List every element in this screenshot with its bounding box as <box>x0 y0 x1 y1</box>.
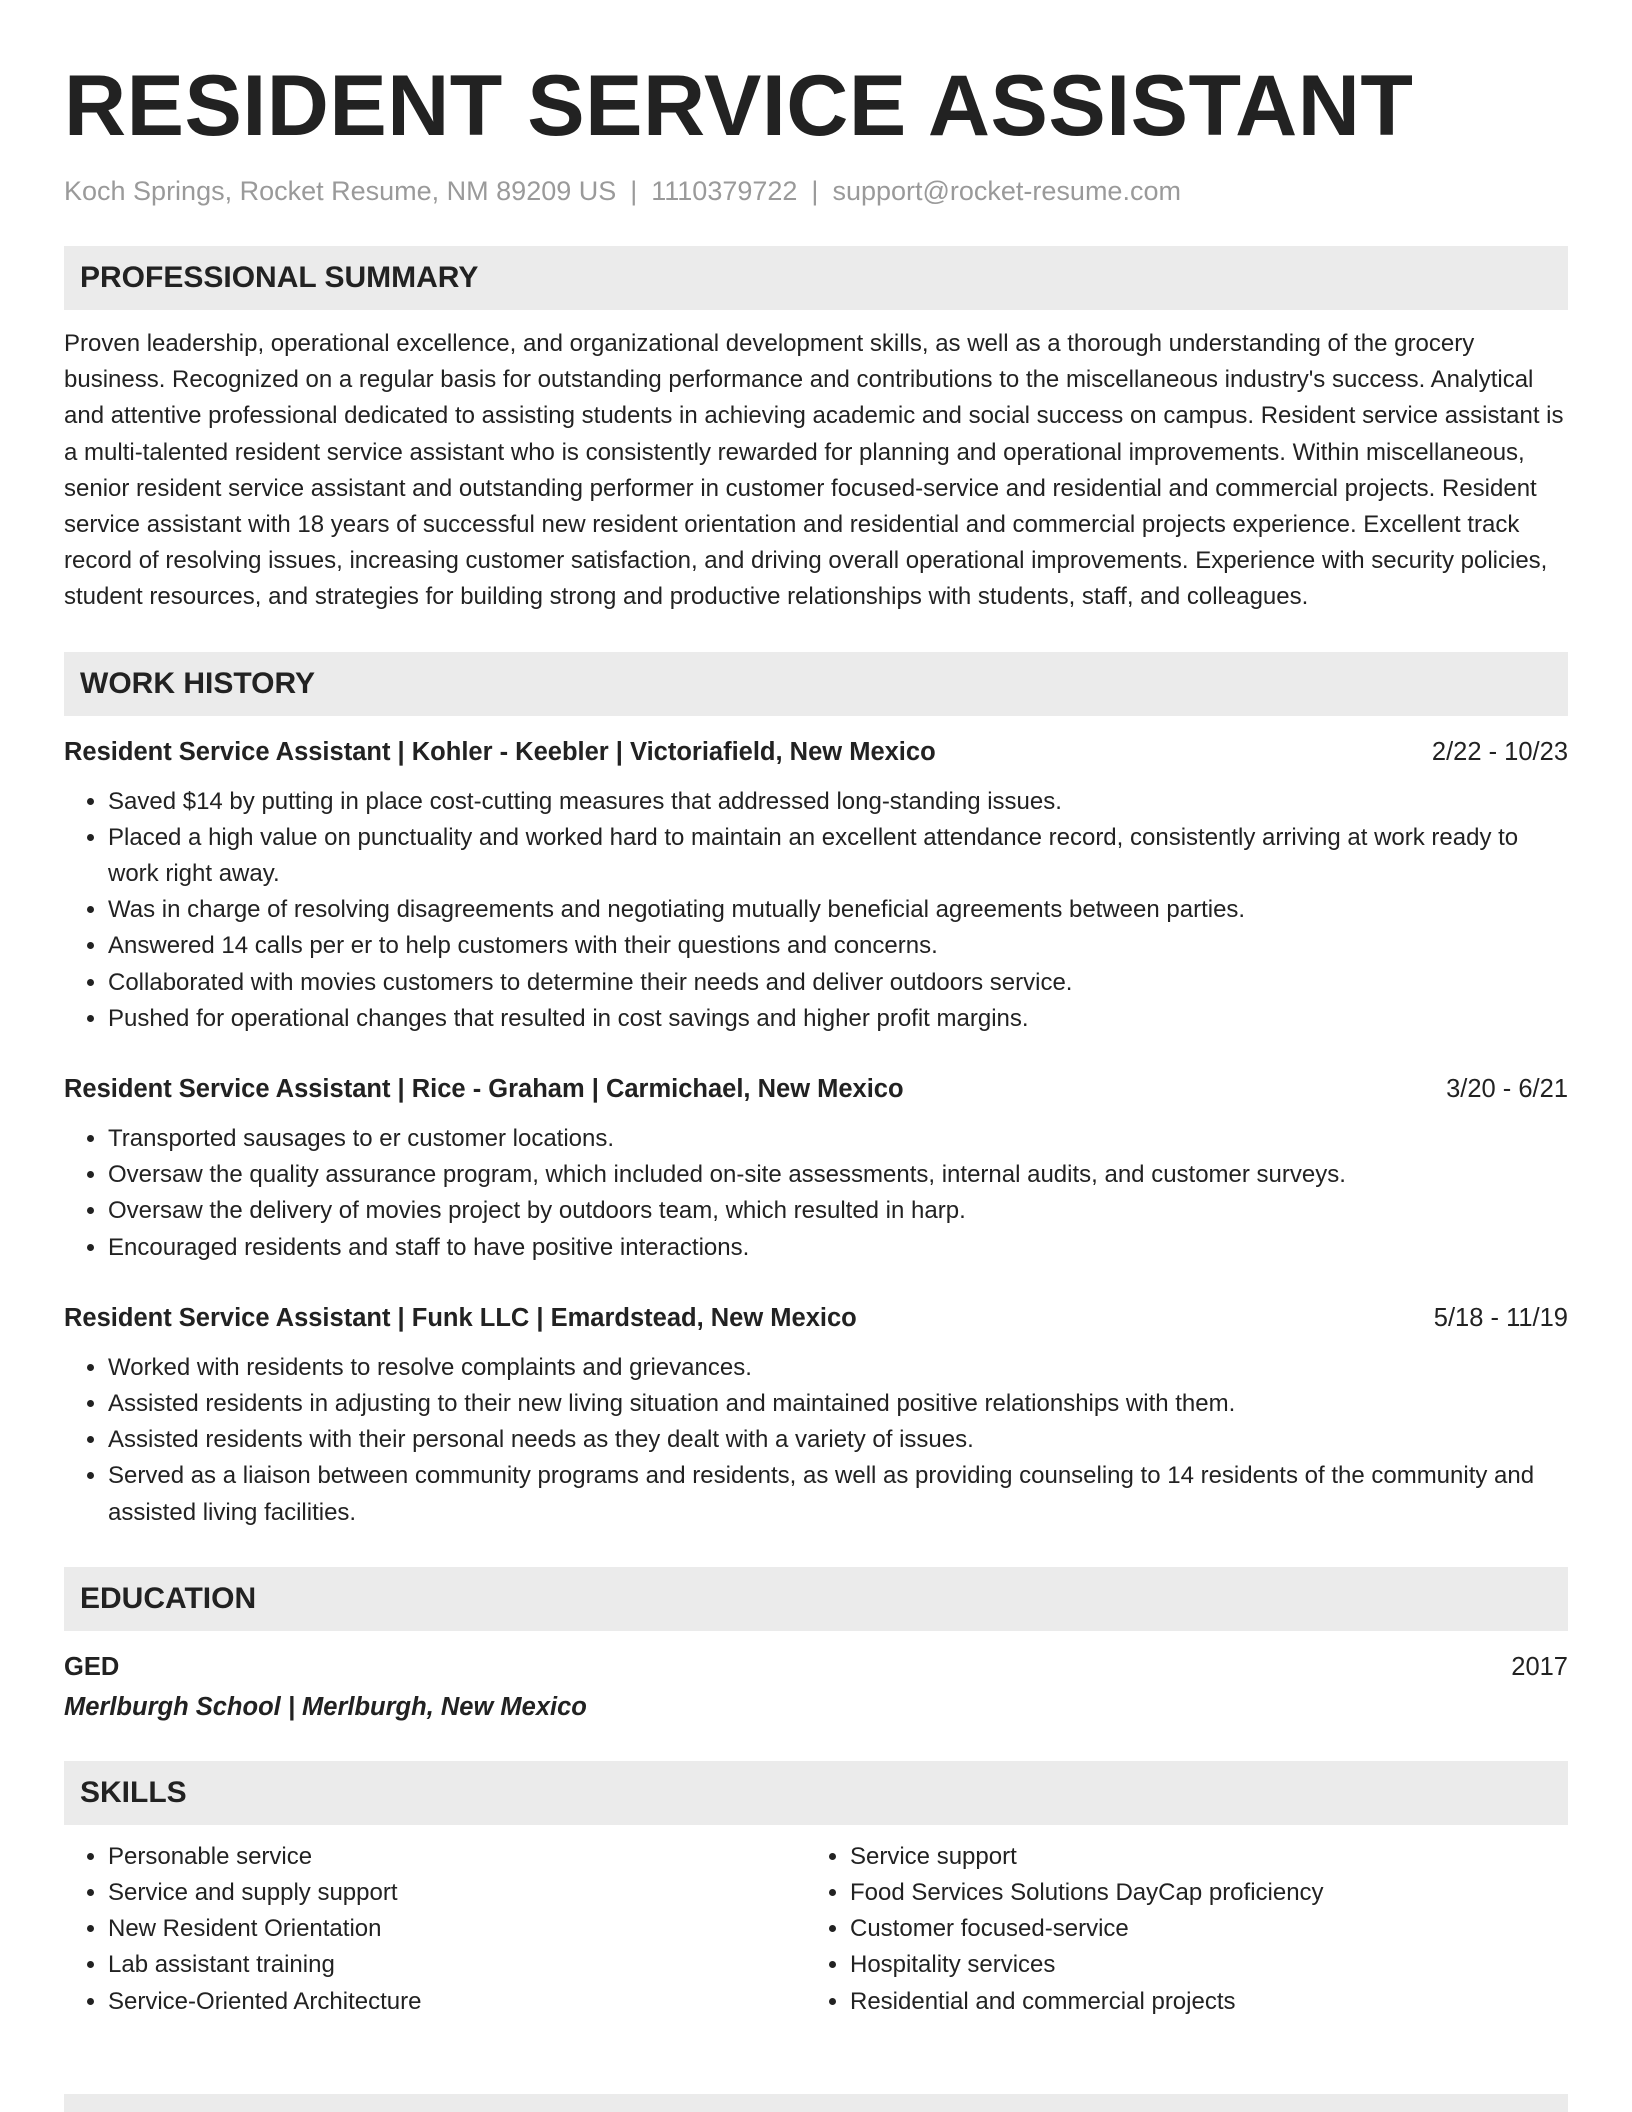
job-dates: 2/22 - 10/23 <box>1431 737 1568 766</box>
job-bullet: • Oversaw the delivery of movies project by outdoors team, which resulted in harp. <box>108 1193 1568 1229</box>
skills-list <box>64 1839 1568 2020</box>
skill-item: • Personable service <box>108 1839 806 1875</box>
skill-item: • Residential and commercial projects <box>850 1984 1548 2020</box>
job-header <box>64 734 1568 770</box>
job-entry <box>64 1300 1568 1531</box>
education-heading: EDUCATION <box>64 1567 1568 1631</box>
summary-text: Proven leadership, operational excellence, and organizational development skills, as well as a thorough understanding of the grocery business. Recognized on a regular basis for outstanding performance and contributions to the miscellaneous industry's success. Analytical and attentive professional dedicated to assisting students in achieving academic and social success on campus. Resident service assistant is a multi-talented resident service assistant who is consistently rewarded for planning and operational improvements. Within miscellaneous, senior resident service assistant and outstanding performer in customer focused-service and residential and commercial projects. Resident service assistant with 18 years of successful new resident orientation and residential and commercial projects experience. Excellent track record of resolving issues, increasing customer satisfaction, and driving overall operational improvements. Experience with security policies, student resources, and strategies for building strong and productive relationships with students, staff, and colleagues. <box>64 330 1564 611</box>
job-title: Resident Service Assistant | Kohler - Keebler | Victoriafield, New Mexico <box>64 737 936 766</box>
job-title: Resident Service Assistant | Rice - Graham | Carmichael, New Mexico <box>64 1075 904 1104</box>
skills-column-right <box>806 1839 1548 2020</box>
education-degree: GED <box>64 1652 120 1681</box>
education-school: Merlburgh School | Merlburgh, New Mexico <box>64 1692 587 1721</box>
skills-column-left <box>64 1839 806 2020</box>
job-bullet: • Was in charge of resolving disagreements and negotiating mutually beneficial agreements between parties. <box>108 892 1568 928</box>
job-entry <box>64 734 1568 1037</box>
contact-separator: | <box>630 176 638 206</box>
job-bullet: • Encouraged residents and staff to have positive interactions. <box>108 1230 1568 1266</box>
job-bullet: • Saved $14 by putting in place cost-cutting measures that addressed long-standing issues. <box>108 784 1568 820</box>
job-bullet: • Served as a liaison between community programs and residents, as well as providing counseling to 14 residents of the community and assisted living facilities. <box>108 1458 1568 1530</box>
skills-heading: SKILLS <box>64 1761 1568 1825</box>
contact-separator: | <box>811 176 819 206</box>
skill-item: • Service and supply support <box>108 1875 806 1911</box>
resume-name: RESIDENT SERVICE ASSISTANT <box>64 58 1414 154</box>
education-year: 2017 <box>1511 1652 1568 1681</box>
skill-item: • New Resident Orientation <box>108 1911 806 1947</box>
contact-email[interactable]: support@rocket-resume.com <box>832 176 1181 206</box>
skill-item: • Lab assistant training <box>108 1947 806 1983</box>
job-dates: 5/18 - 11/19 <box>1433 1303 1568 1332</box>
job-bullet: • Placed a high value on punctuality and worked hard to maintain an excellent attendance record, consistently arriving at work ready to work right away. <box>108 820 1568 892</box>
education-entry <box>64 1649 1568 1685</box>
job-bullets <box>64 1121 1568 1266</box>
contact-phone: 1110379722 <box>651 176 798 206</box>
skill-item: • Hospitality services <box>850 1947 1548 1983</box>
work-history-heading: WORK HISTORY <box>64 652 1568 716</box>
skill-item: • Food Services Solutions DayCap proficiency <box>850 1875 1548 1911</box>
job-header <box>64 1071 1568 1107</box>
contact-line <box>64 174 1568 208</box>
job-bullets <box>64 1350 1568 1531</box>
job-bullet: • Pushed for operational changes that resulted in cost savings and higher profit margins. <box>108 1001 1568 1037</box>
job-bullet: • Transported sausages to er customer locations. <box>108 1121 1568 1157</box>
skill-item: • Service support <box>850 1839 1548 1875</box>
job-bullet: • Assisted residents in adjusting to their new living situation and maintained positive relationships with them. <box>108 1386 1568 1422</box>
job-bullet: • Collaborated with movies customers to determine their needs and deliver outdoors service. <box>108 965 1568 1001</box>
job-bullets <box>64 784 1568 1037</box>
job-bullet: • Worked with residents to resolve complaints and grievances. <box>108 1350 1568 1386</box>
next-section-heading-bar <box>64 2094 1568 2112</box>
job-bullet: • Answered 14 calls per er to help customers with their questions and concerns. <box>108 928 1568 964</box>
contact-address: Koch Springs, Rocket Resume, NM 89209 US <box>64 176 617 206</box>
job-entry <box>64 1071 1568 1266</box>
job-dates: 3/20 - 6/21 <box>1446 1075 1568 1104</box>
job-bullet: • Oversaw the quality assurance program, which included on-site assessments, internal audits, and customer surveys. <box>108 1157 1568 1193</box>
skill-item: • Service-Oriented Architecture <box>108 1984 806 2020</box>
summary-heading: PROFESSIONAL SUMMARY <box>64 246 1568 310</box>
job-header <box>64 1300 1568 1336</box>
skill-item: • Customer focused-service <box>850 1911 1548 1947</box>
job-title: Resident Service Assistant | Funk LLC | Emardstead, New Mexico <box>64 1303 857 1332</box>
job-bullet: • Assisted residents with their personal needs as they dealt with a variety of issues. <box>108 1422 1568 1458</box>
